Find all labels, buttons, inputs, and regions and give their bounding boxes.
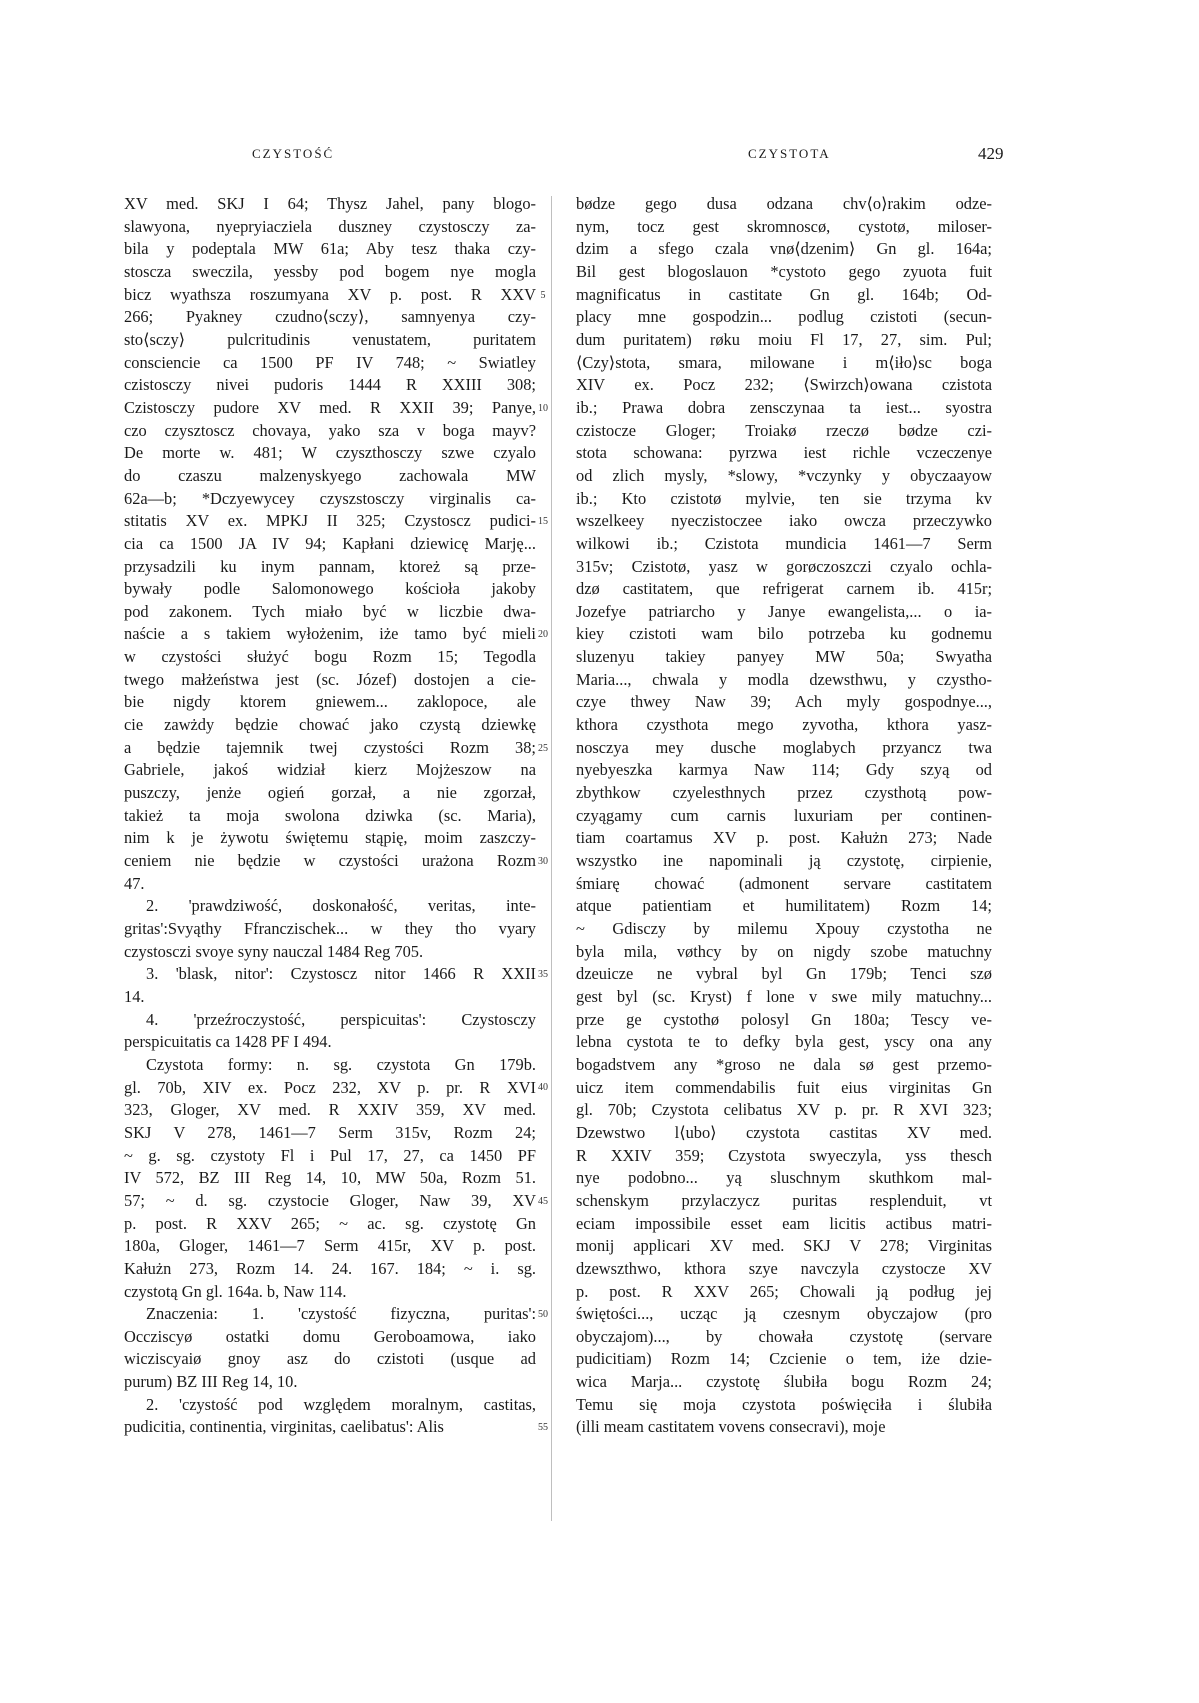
text-line: nye podobno... yą sluschnym skuthkom mal- bbox=[576, 1168, 992, 1188]
text-line: bicz wyathsza roszumyana XV p. post. R XXV bbox=[124, 284, 536, 304]
text-line: dzewszthwo, kthora szye navczyla czystocze XV bbox=[576, 1258, 992, 1278]
text-line: Maria..., chwala y modla dzewsthwu, y czystho- bbox=[576, 669, 992, 689]
text-line: uicz item commendabilis fuit eius virginitas Gn bbox=[576, 1077, 992, 1097]
text-line: stoscza sweczila, yessby pod bogem nye mogla bbox=[124, 261, 536, 281]
text-line: schenskym przylaczycz puritas resplenduit, vt bbox=[576, 1190, 992, 1210]
text-line: pudicitia, continentia, virginitas, caelibatus': Alis bbox=[124, 1417, 444, 1437]
text-line: obyczajom)..., by chowała czystotę (servare bbox=[576, 1326, 992, 1346]
text-line: bywały podle Salomonowego kościoła jakoby bbox=[124, 579, 536, 599]
text-line: nosczya mey dusche moglabych przyancz twa bbox=[576, 737, 992, 757]
text-line: tiam coartamus XV p. post. Kałużn 273; Nade bbox=[576, 828, 992, 848]
text-line: ⟨Czy⟩stota, smara, milowane i m⟨iło⟩sc boga bbox=[576, 352, 992, 372]
line-number: 30 bbox=[538, 855, 548, 867]
text-line: wszystko ine napominali ją czystotę, cirpienie, bbox=[576, 851, 992, 871]
page-number: 429 bbox=[978, 144, 1004, 163]
text-line: dum puritatem) røku moiu Fl 17, 27, sim. Pul; bbox=[576, 329, 992, 349]
text-line: wilkowi ib.; Czistota mundicia 1461—7 Serm bbox=[576, 533, 992, 553]
right-column bbox=[576, 193, 992, 1439]
text-line: cia ca 1500 JA IV 94; Kapłani dziewicę Marję... bbox=[124, 533, 536, 553]
line-number: 15 bbox=[538, 516, 548, 528]
text-line: nyebyeszka karmya Naw 114; Gdy szyą od bbox=[576, 760, 992, 780]
text-line: kiey czistoti wam bilo potrzeba ku godnemu bbox=[576, 624, 992, 644]
line-number: 10 bbox=[538, 402, 548, 414]
text-line: nym, tocz gest skromnoscø, cystotø, miloser- bbox=[576, 216, 992, 236]
text-line: śmiarę chować (admonent servare castitatem bbox=[576, 873, 992, 893]
text-line: Dzewstwo l⟨ubo⟩ czystota castitas XV med. bbox=[576, 1122, 992, 1142]
text-line: wica Marja... czystotę ślubiła bogu Rozm 24; bbox=[576, 1372, 992, 1392]
text-line: monij applicari XV med. SKJ V 278; Virginitas bbox=[576, 1236, 992, 1256]
line-number: 40 bbox=[538, 1082, 548, 1094]
text-line: consciencie ca 1500 PF IV 748; ~ Swiatley bbox=[124, 352, 536, 372]
text-line: bødze gego dusa odzana chv⟨o⟩rakim odze- bbox=[576, 194, 992, 213]
text-line: 180a, Gloger, 1461—7 Serm 415r, XV p. post. bbox=[124, 1236, 536, 1256]
text-line: czistosczy nivei pudoris 1444 R XXIII 308; bbox=[124, 375, 536, 395]
text-line: do czaszu malzenyskyego zachowala MW bbox=[124, 465, 536, 485]
text-line: gl. 70b; Czystota celibatus XV p. pr. R XVI 323; bbox=[576, 1100, 992, 1120]
text-line: sluzenyu takiey panyey MW 50a; Swyatha bbox=[576, 647, 992, 667]
text-line: Kałużn 273, Rozm 14. 24. 167. 184; ~ i. sg. bbox=[124, 1258, 536, 1278]
text-line: kthora czysthota mego zyvotha, kthora yasz- bbox=[576, 715, 992, 735]
text-line: sto⟨sczy⟩ pulcritudinis venustatem, puritatem bbox=[124, 329, 536, 349]
text-line: naście a s takiem wyłożenim, iże tamo być mieli bbox=[124, 624, 536, 644]
text-line: dzeuicze ne vybral byl Gn 179b; Tenci szø bbox=[576, 964, 992, 984]
text-line: 14. bbox=[124, 986, 145, 1006]
text-line: (illi meam castitatem vovens consecravi), moje bbox=[576, 1417, 886, 1437]
text-line: Znaczenia: 1. 'czystość fizyczna, puritas': bbox=[146, 1304, 536, 1324]
text-line: 62a—b; *Dczyewycey czyszstosczy virginalis ca- bbox=[124, 488, 536, 508]
text-line: p. post. R XXV 265; Chowali ją podług jej bbox=[576, 1281, 992, 1301]
text-line: 2. 'prawdziwość, doskonałość, veritas, inte- bbox=[146, 896, 536, 916]
text-line: wszelkeey nyeczistoczee iako owcza przeczywko bbox=[576, 511, 992, 531]
running-header bbox=[0, 146, 1199, 166]
line-number: 5 bbox=[540, 289, 546, 301]
text-line: eciam impossibile esset eam licitis actibus matri- bbox=[576, 1213, 992, 1233]
text-line: czyągamy cum carnis luxuriam per continen- bbox=[576, 805, 992, 825]
text-line: czye thwey Naw 39; Ach myly gospodnye..., bbox=[576, 692, 992, 712]
text-line: bila y podeptala MW 61a; Aby tesz thaka czy- bbox=[124, 239, 536, 259]
text-line: IV 572, BZ III Reg 14, 10, MW 50a, Rozm 51. bbox=[124, 1168, 536, 1188]
line-number: 55 bbox=[538, 1422, 548, 1434]
text-line: ib.; Kto czistotø mylvie, ten sie trzyma kv bbox=[576, 488, 992, 508]
line-number: 50 bbox=[538, 1308, 548, 1320]
text-line: czo czysztoscz chovaya, yako sza v boga mayv? bbox=[124, 420, 536, 440]
text-line: stitatis XV ex. MPKJ II 325; Czystoscz pudici- bbox=[124, 511, 536, 531]
text-line: lebna cystota te to defky byla gest, yscy ona any bbox=[576, 1032, 992, 1052]
text-line: XIV ex. Pocz 232; ⟨Swirzch⟩owana czistota bbox=[576, 375, 992, 395]
text-line: 323, Gloger, XV med. R XXIV 359, XV med. bbox=[124, 1100, 536, 1120]
text-line: slawyona, nyepryiacziela duszney czystosczy za- bbox=[124, 216, 536, 236]
text-line: czystotą Gn gl. 164a. b, Naw 114. bbox=[124, 1281, 347, 1301]
text-line: R XXIV 359; Czystota swyeczyla, yss thesch bbox=[576, 1145, 992, 1165]
text-line: czistocze Gloger; Troiakø rzeczø bødze czi- bbox=[576, 420, 992, 440]
text-line: a będzie tajemnik twej czystości Rozm 38; bbox=[124, 737, 536, 757]
text-line: p. post. R XXV 265; ~ ac. sg. czystotę Gn bbox=[124, 1213, 536, 1233]
column-divider bbox=[551, 196, 552, 1521]
text-line: magnificatus in castitate Gn gl. 164b; Od- bbox=[576, 284, 992, 304]
text-line: placy mne gospodzin... podlug czistoti (secun- bbox=[576, 307, 992, 327]
line-number: 20 bbox=[538, 629, 548, 641]
text-line: 315v; Czistotø, yasz w gorøczoszczi czyalo ochla- bbox=[576, 556, 992, 576]
header-left-headword: CZYSTOŚĆ bbox=[252, 146, 335, 161]
text-line: Czistosczy pudore XV med. R XXII 39; Panye, bbox=[124, 397, 536, 417]
text-line: 57; ~ d. sg. czystocie Gloger, Naw 39, XV bbox=[124, 1190, 536, 1210]
line-number: 25 bbox=[538, 742, 548, 754]
text-line: gritas':Svyąthy Ffranczischek... w they tho vyary bbox=[124, 919, 536, 938]
text-line: twego małżeństwa jest (sc. Józef) dostojen a cie- bbox=[124, 669, 536, 689]
text-line: przysadzili ku inym pannam, ktoreż są prze- bbox=[124, 556, 536, 576]
line-number: 45 bbox=[538, 1195, 548, 1207]
text-line: prze ge cystothø polosyl Gn 180a; Tescy ve- bbox=[576, 1009, 992, 1029]
text-line: puszczy, jenże ogień gorzał, a nie zgorzał, bbox=[124, 783, 536, 803]
text-line: Temu się moja czystota poświęciła i ślubiła bbox=[576, 1394, 992, 1414]
text-line: czystosczi svoye syny nauczal 1484 Reg 705. bbox=[124, 941, 424, 961]
text-line: 2. 'czystość pod względem moralnym, castitas, bbox=[146, 1394, 536, 1414]
text-line: bie nigdy ktorem gniewem... zaklopoce, ale bbox=[124, 692, 536, 712]
text-line: dzø castitatem, que refrigerat carnem ib. 415r; bbox=[576, 579, 992, 599]
text-line: ~ g. sg. czystoty Fl i Pul 17, 27, ca 1450 PF bbox=[124, 1145, 536, 1165]
text-line: Occziscyø ostatki domu Geroboamowa, iako bbox=[124, 1326, 536, 1346]
text-line: 266; Pyakney czudno⟨sczy⟩, samnyenya czy- bbox=[124, 307, 536, 327]
text-line: 3. 'blask, nitor': Czystoscz nitor 1466 R XXII bbox=[146, 964, 536, 984]
text-line: Bil gest blogoslauon *cystoto gego zyuota fuit bbox=[576, 261, 992, 281]
text-line: od zlich mysly, *slowy, *vczynky y obyczaayow bbox=[576, 465, 992, 485]
text-line: atque patientiam et humilitatem) Rozm 14; bbox=[576, 896, 992, 916]
text-line: SKJ V 278, 1461—7 Serm 315v, Rozm 24; bbox=[124, 1122, 536, 1142]
text-line: świętości..., ucząc ją czesnym obyczajow (pro bbox=[576, 1304, 992, 1324]
text-line: Czystota formy: n. sg. czystota Gn 179b. bbox=[146, 1054, 536, 1074]
text-line: stota schowana: pyrzwa iest richle vczeczenye bbox=[576, 443, 992, 463]
text-line: 47. bbox=[124, 873, 145, 893]
text-line: byla mila, vøthcy by on nigdy szobe matuchny bbox=[576, 941, 992, 961]
text-line: XV med. SKJ I 64; Thysz Jahel, pany blogo- bbox=[124, 194, 536, 213]
text-line: ~ Gdisczy by milemu Xpouy czystotha ne bbox=[576, 919, 992, 938]
text-line: purum) BZ III Reg 14, 10. bbox=[124, 1372, 298, 1392]
text-line: dzim a sfego czala vnø⟨dzenim⟩ Gn gl. 164a; bbox=[576, 239, 992, 259]
header-right-headword: CZYSTOTA bbox=[748, 146, 831, 161]
line-number: 35 bbox=[538, 969, 548, 981]
text-line: wicziscyaiø gnoy asz do czistoti (usque ad bbox=[124, 1349, 536, 1369]
text-line: bogadstvem any *groso ne dala sø gest przemo- bbox=[576, 1054, 992, 1074]
text-line: gl. 70b, XIV ex. Pocz 232, XV p. pr. R XVI bbox=[124, 1077, 536, 1097]
text-line: cie zawżdy będzie chować jako czystą dziewkę bbox=[124, 715, 536, 735]
text-line: Gabriele, jakoś widział kierz Mojżeszow na bbox=[124, 760, 536, 780]
text-line: De morte w. 481; W czyszthosczy szwe czyalo bbox=[124, 443, 536, 463]
text-line: pod zakonem. Tych miało być w liczbie dwa- bbox=[124, 601, 536, 621]
text-line: 4. 'przeźroczystość, perspicuitas': Czystosczy bbox=[146, 1009, 536, 1029]
text-line: Jozefye patriarcho y Janye ewangelista,... o ia- bbox=[576, 601, 992, 621]
text-line: nim k je żywotu świętemu stąpię, moim zaszczy- bbox=[124, 828, 536, 848]
left-column bbox=[124, 193, 536, 1439]
text-line: zbythkow czyelesthnych przez czysthotą pow- bbox=[576, 783, 992, 803]
text-line: gest byl (sc. Kryst) f lone v swe mily matuchny... bbox=[576, 986, 992, 1006]
text-line: ib.; Prawa dobra zensczynaa ta iest... syostra bbox=[576, 397, 992, 417]
text-line: pudicitiam) Rozm 14; Czcienie o tem, iże dzie- bbox=[576, 1349, 992, 1369]
text-line: w czystości służyć bogu Rozm 15; Tegodla bbox=[124, 647, 536, 667]
text-line: ceniem nie będzie w czystości urażona Rozm bbox=[124, 851, 536, 871]
text-line: perspicuitatis ca 1428 PF I 494. bbox=[124, 1032, 332, 1052]
text-line: takież ta moja swolona dziwka (sc. Maria), bbox=[124, 805, 536, 825]
